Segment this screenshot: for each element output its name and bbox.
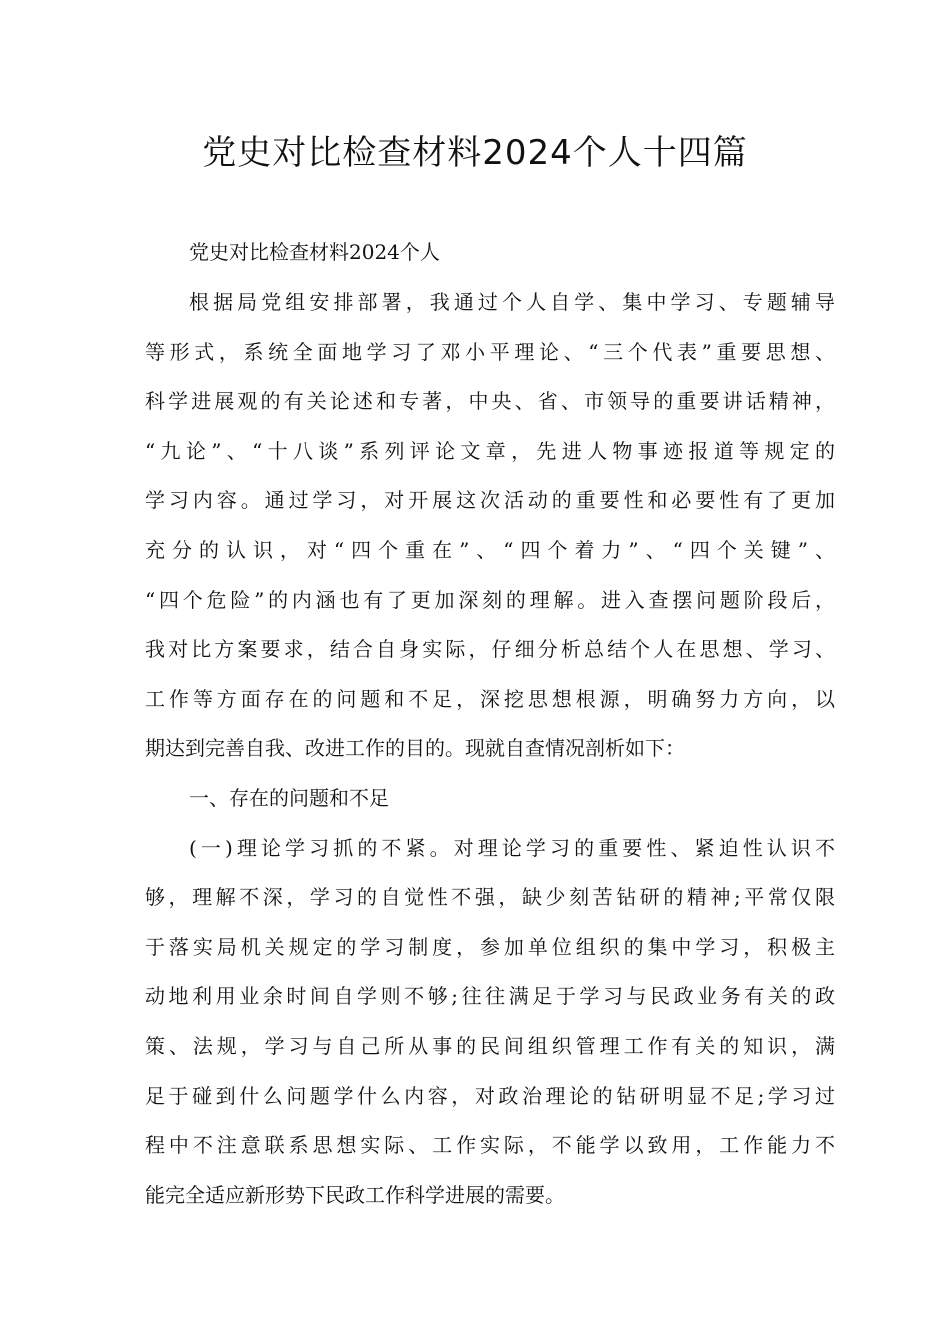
paragraph-line: 科学进展观的有关论述和专著，中央、省、市领导的重要讲话精神， [145,389,835,413]
paragraph-line: 动地利用业余时间自学则不够;往往满足于学习与民政业务有关的政 [145,984,835,1008]
section-heading: 一、存在的问题和不足 [189,786,389,810]
paragraph-line: 充分的认识，对“四个重在”、“四个着力”、“四个关键”、 [145,538,835,562]
paragraph-line: 工作等方面存在的问题和不足，深挖思想根源，明确努力方向，以 [145,687,835,711]
paragraph-line: 根据局党组安排部署，我通过个人自学、集中学习、专题辅导 [189,290,835,314]
document-title: 党史对比检查材料2024个人十四篇 [202,133,748,173]
document-subtitle: 党史对比检查材料2024个人 [189,240,440,264]
paragraph-line: 于落实局机关规定的学习制度，参加单位组织的集中学习，积极主 [145,935,835,959]
paragraph-line: 够，理解不深，学习的自觉性不强，缺少刻苦钻研的精神;平常仅限 [145,885,835,909]
paragraph-line: 策、法规，学习与自己所从事的民间组织管理工作有关的知识，满 [145,1034,835,1058]
paragraph-line: (一)理论学习抓的不紧。对理论学习的重要性、紧迫性认识不 [189,836,835,860]
paragraph-line: 等形式，系统全面地学习了邓小平理论、“三个代表”重要思想、 [145,340,835,364]
paragraph-line: 学习内容。通过学习，对开展这次活动的重要性和必要性有了更加 [145,488,835,512]
paragraph-line: “四个危险”的内涵也有了更加深刻的理解。进入查摆问题阶段后， [145,588,835,612]
paragraph-line: 能完全适应新形势下民政工作科学进展的需要。 [145,1183,565,1207]
paragraph-line: 足于碰到什么问题学什么内容，对政治理论的钻研明显不足;学习过 [145,1084,835,1108]
paragraph-line: “九论”、“十八谈”系列评论文章，先进人物事迹报道等规定的 [145,439,835,463]
paragraph-line: 期达到完善自我、改进工作的目的。现就自查情况剖析如下： [145,736,685,760]
paragraph-line: 程中不注意联系思想实际、工作实际，不能学以致用，工作能力不 [145,1133,835,1157]
paragraph-line: 我对比方案要求，结合自身实际，仔细分析总结个人在思想、学习、 [145,637,835,661]
